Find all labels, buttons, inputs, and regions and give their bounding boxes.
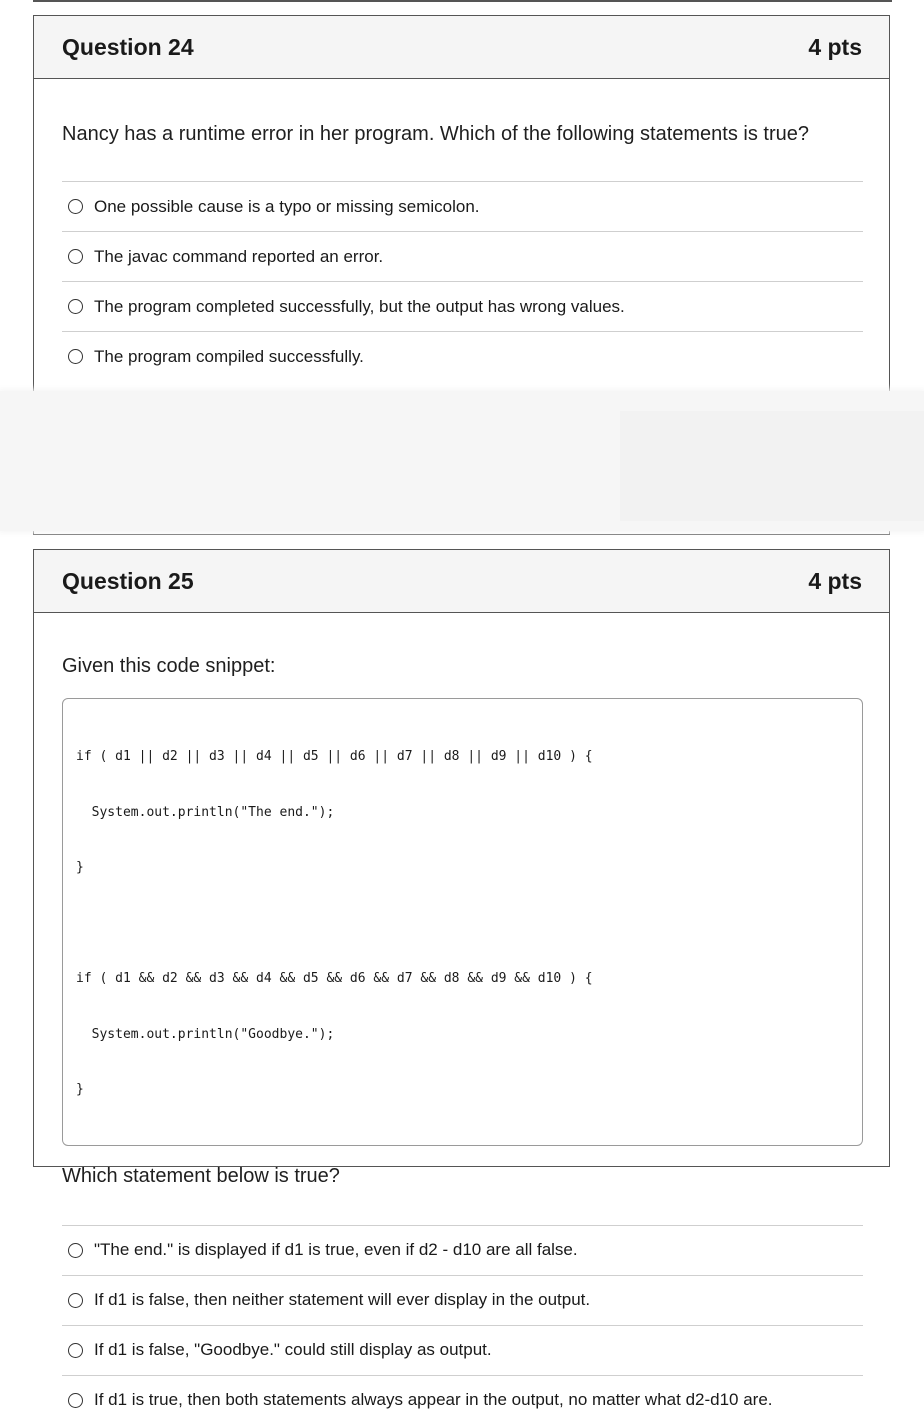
radio-button[interactable] — [68, 1293, 83, 1308]
answer-option-3[interactable] — [62, 282, 863, 332]
code-line — [76, 915, 848, 934]
code-line: if ( d1 && d2 && d3 && d4 && d5 && d6 && d7 && d8 && d9 && d10 ) { — [76, 971, 593, 986]
question-title: Question 25 — [62, 567, 194, 594]
code-line: } — [76, 1082, 84, 1097]
answer-label: One possible cause is a typo or missing semicolon. — [94, 196, 480, 216]
answer-option-2[interactable] — [62, 232, 863, 282]
answer-label: The program compiled successfully. — [94, 346, 364, 366]
answer-label: "The end." is displayed if d1 is true, even if d2 - d10 are all false. — [94, 1240, 578, 1259]
question-header — [34, 550, 889, 613]
top-divider — [33, 0, 892, 2]
radio-button[interactable] — [68, 299, 83, 314]
answer-label: The program completed successfully, but the output has wrong values. — [94, 296, 625, 316]
answer-list — [62, 1225, 863, 1425]
question-prompt: Which statement below is true? — [62, 1164, 340, 1187]
answer-label: The javac command reported an error. — [94, 246, 384, 266]
code-snippet — [62, 698, 863, 1146]
question-body — [34, 79, 889, 381]
code-line: System.out.println("The end."); — [76, 804, 335, 820]
answer-label: If d1 is false, "Goodbye." could still display as output. — [94, 1340, 492, 1359]
code-line: if ( d1 || d2 || d3 || d4 || d5 || d6 || d7 || d8 || d9 || d10 ) { — [76, 749, 593, 764]
question-25-card — [33, 549, 890, 1409]
answer-option-2[interactable] — [62, 1276, 863, 1326]
answer-label: If d1 is false, then neither statement will ever display in the output. — [94, 1290, 591, 1309]
answer-list — [62, 181, 863, 381]
redacted-area — [0, 391, 924, 531]
answer-label: If d1 is true, then both statements always appear in the output, no matter what d2-d10 are. — [94, 1390, 773, 1409]
question-points: 4 pts — [808, 33, 862, 60]
answer-option-4[interactable] — [62, 332, 863, 381]
code-line: } — [76, 860, 84, 875]
radio-button[interactable] — [68, 1343, 83, 1358]
question-header — [34, 16, 889, 79]
question-points: 4 pts — [808, 567, 862, 594]
answer-option-3[interactable] — [62, 1326, 863, 1376]
code-line: System.out.println("Goodbye."); — [76, 1026, 335, 1042]
answer-option-4[interactable] — [62, 1376, 863, 1425]
radio-button[interactable] — [68, 1393, 83, 1408]
question-intro: Given this code snippet: — [62, 655, 276, 677]
question-title: Question 24 — [62, 33, 194, 60]
answer-option-1[interactable] — [62, 1226, 863, 1276]
radio-button[interactable] — [68, 1243, 83, 1258]
radio-button[interactable] — [68, 249, 83, 264]
question-body — [34, 613, 889, 1425]
answer-option-1[interactable] — [62, 182, 863, 232]
radio-button[interactable] — [68, 199, 83, 214]
question-text: Nancy has a runtime error in her program. Which of the following statements is true? — [62, 123, 809, 145]
radio-button[interactable] — [68, 349, 83, 364]
